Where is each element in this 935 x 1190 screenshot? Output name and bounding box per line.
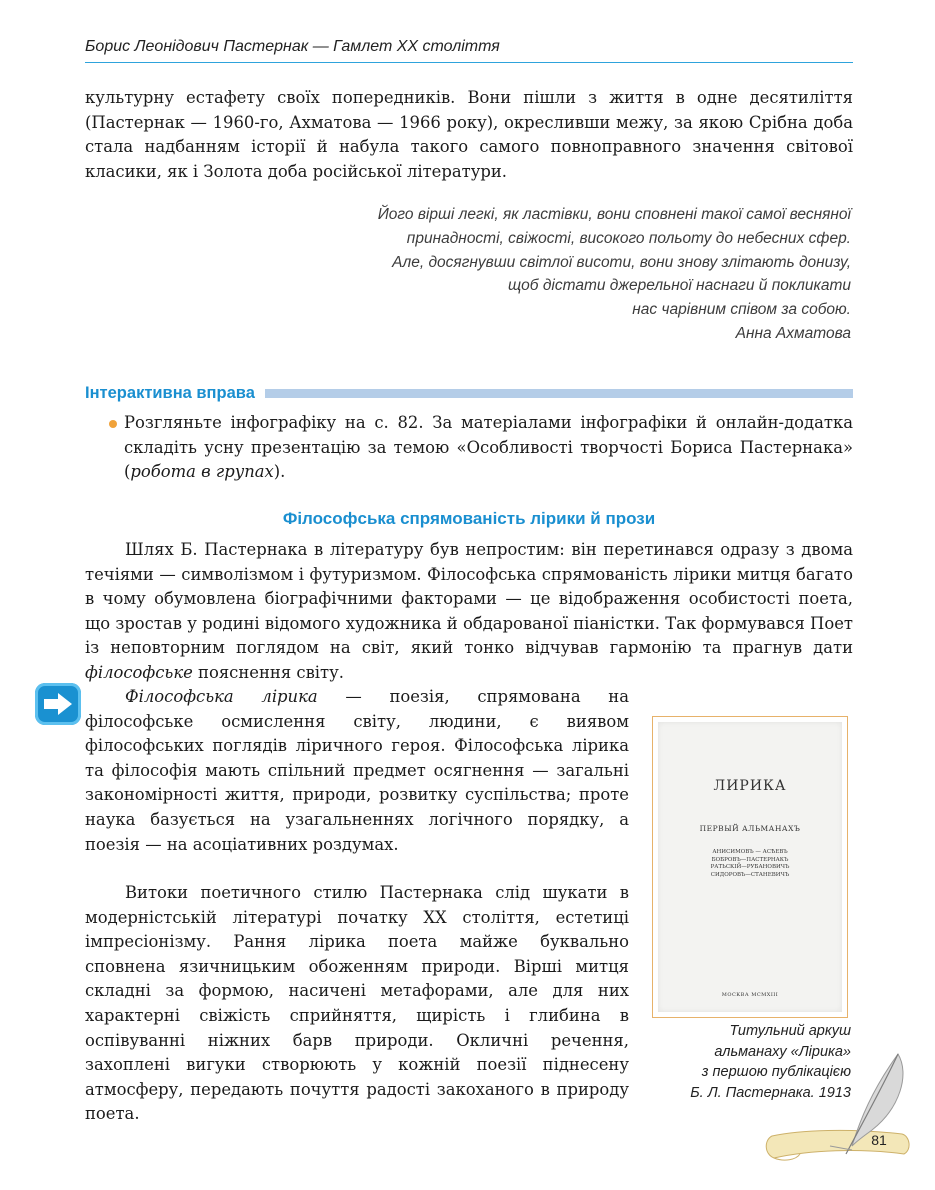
task-text-end: ). <box>273 462 286 482</box>
heading-bar <box>265 389 853 398</box>
cover-subtitle: ПЕРВЫЙ АЛЬМАНАХЪ <box>699 824 801 833</box>
interactive-exercise-title: Інтерактивна вправа <box>85 383 255 402</box>
interactive-task <box>124 411 853 485</box>
epigraph-line: щоб дістати джерельної наснаги й покликати <box>507 277 851 295</box>
epigraph-author: Анна Ахматова <box>735 324 851 342</box>
bullet-dot-icon <box>109 420 117 428</box>
epigraph-line: нас чарівним співом за собою. <box>632 301 851 319</box>
page-number: 81 <box>871 1132 887 1148</box>
p1-text-italic: філософське <box>85 662 193 682</box>
epigraph <box>251 203 851 346</box>
task-text-italic: робота в групах <box>130 462 274 482</box>
epigraph-line: принадності, свіжості, високого польоту до небесних сфер. <box>406 229 851 247</box>
caption-line: Титульний аркуш <box>729 1023 851 1039</box>
arrow-right-icon <box>35 683 81 725</box>
caption-line: Б. Л. Пастернака. 1913 <box>690 1084 851 1101</box>
p1-text-end: пояснення світу. <box>192 662 344 682</box>
almanac-title-page <box>658 722 842 1012</box>
cover-author-line: РАТЬСКІЙ—РУБАНОВИЧЪ <box>710 864 790 870</box>
epigraph-line: Його вірші легкі, як ластівки, вони сповнені такої самої весняної <box>377 206 851 223</box>
p2-term: Філософська лірика <box>125 687 318 706</box>
cover-authors <box>658 849 842 879</box>
epigraph-line: Але, досягнувши світлої висоти, вони знову злітають донизу, <box>392 253 851 271</box>
section-paragraph-3: Витоки поетичного стилю Пастернака слід шукати в модерністській літературі початку ХХ століття, естетиці імпресіонізму. Рання лірика поета майже буквально сповнена язичницьким обоженням природи. Вірші митця складні за формою, насичені метафорами, але для них характерні свіжість сприйняття, щирість і глибина в оспівуванні ніжних барв природи. Окличні речення, захоплені вигуки створюють у кожній поезії піднесену атмосферу, передають почуття радості закоханого в природу поета. <box>85 883 629 1124</box>
section-title: Філософська спрямованість лірики й прози <box>282 509 656 528</box>
cover-title: ЛИРИКА <box>713 778 787 794</box>
interactive-exercise-heading <box>85 380 853 406</box>
section-paragraph-2 <box>85 685 629 857</box>
task-text-start: Розгляньте інфографіку на с. 82. За матеріалами інфографіки й онлайн-додатка складіть усну презентацію за темою «Особливості творчості Бориса Пастернака» ( <box>124 413 853 482</box>
running-header: Борис Леонідович Пастернак — Гамлет ХХ століття <box>85 38 853 63</box>
almanac-cover-image <box>652 716 848 1018</box>
p1-text-start: Шлях Б. Пастернака в літературу був непростим: він перетинався одразу з двома течіями — символізмом і футуризмом. Філософська спрямованість лірики митця багато в чому обумовлена біографічними факторами — це відображення особистості поета, що зростав у родині відомого художника й обдарованої піаністки. Так формувався Поет із неповторним поглядом на світ, який тонко відчував гармонію та прагнув дати <box>85 540 853 658</box>
section-paragraph-1 <box>85 538 853 686</box>
caption-line: альманаху «Лірика» <box>714 1043 851 1060</box>
arrow-right-glyph <box>42 691 74 717</box>
cover-footer: МОСКВА MCMXIII <box>721 992 779 998</box>
p2-text: — поезія, спрямована на філософське осмислення світу, людини, є виявом філософських поглядів ліричного героя. Філософська лірика та філософія мають спільний предмет осягнення — загальні закономірності життя, природи, розвитку суспільства; проте наука базується на узагальненнях логічного порядку, а поезія — на асоціативних роздумах. <box>85 687 629 854</box>
feather-quill-icon <box>760 1050 920 1180</box>
cover-author-line: СИДОРОВЪ—СТАНЕВИЧЪ <box>710 871 790 878</box>
intro-paragraph: культурну естафету своїх попередників. Вони пішли з життя в одне десятиліття (Пастернак — 1960-го, Ахматова — 1966 року), окресливши межу, за якою Срібна доба стала надбанням історії й набула такого самого повноправного значення світової класики, як і Золота доба російської літератури. <box>85 88 853 181</box>
cover-author-line: БОБРОВЪ—ПАСТЕРНАКЪ <box>711 856 789 863</box>
cover-author-line: АНИСИМОВЪ — АСѢЕВЪ <box>712 849 788 855</box>
caption-line: з першою публікацією <box>701 1064 851 1080</box>
